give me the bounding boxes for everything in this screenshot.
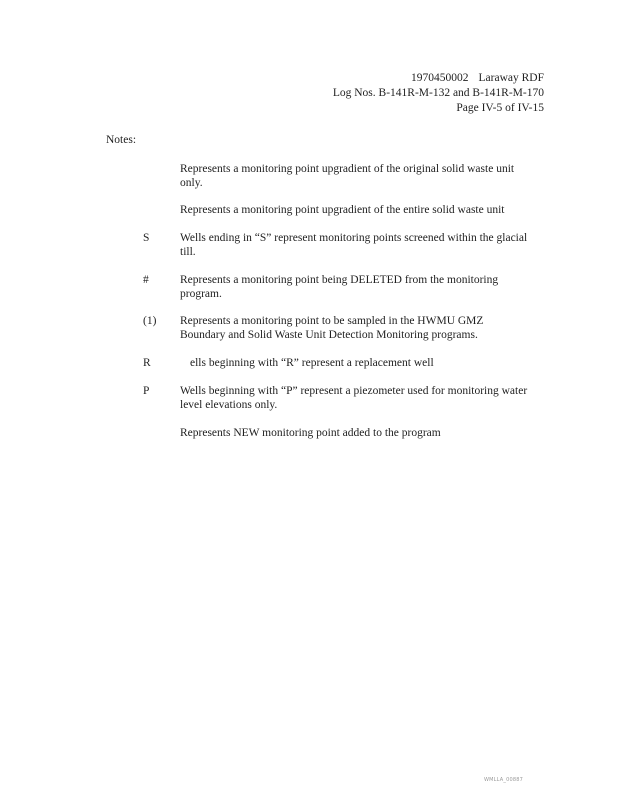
note-text: Represents NEW monitoring point added to the program [180, 427, 441, 439]
site-name: Laraway RDF [478, 72, 544, 84]
note-symbol: (1) [143, 315, 157, 327]
note-text: Represents a monitoring point being DELETED from the monitoring program. [180, 274, 499, 300]
note-text: Wells beginning with “P” represent a piezometer used for monitoring water level elevations only. [180, 385, 528, 411]
note-symbol: P [143, 385, 150, 397]
note-symbol: # [143, 274, 149, 286]
note-text: Represents a monitoring point to be sampled in the HWMU GMZ Boundary and Solid Waste Unit Detection Monitoring programs. [180, 315, 484, 341]
note-text: Represents a monitoring point upgradient of the original solid waste unit only. [180, 163, 515, 189]
log-numbers: Log Nos. B-141R-M-132 and B-141R-M-170 [332, 87, 544, 99]
note-text: Wells ending in “S” represent monitoring points screened within the glacial till. [180, 232, 528, 258]
doc-id: 1970450002 [411, 72, 469, 84]
page-number: Page IV-5 of IV-15 [456, 102, 544, 114]
note-symbol: R [143, 357, 151, 369]
document-header [333, 71, 544, 116]
header-id-line [333, 71, 544, 86]
notes-title: Notes: [106, 134, 137, 146]
note-text: Represents a monitoring point upgradient of the entire solid waste unit [180, 204, 505, 216]
note-text: ells beginning with “R” represent a replacement well [190, 357, 434, 369]
bates-stamp: WMLLA_00887 [484, 777, 523, 783]
note-symbol: S [143, 232, 150, 244]
